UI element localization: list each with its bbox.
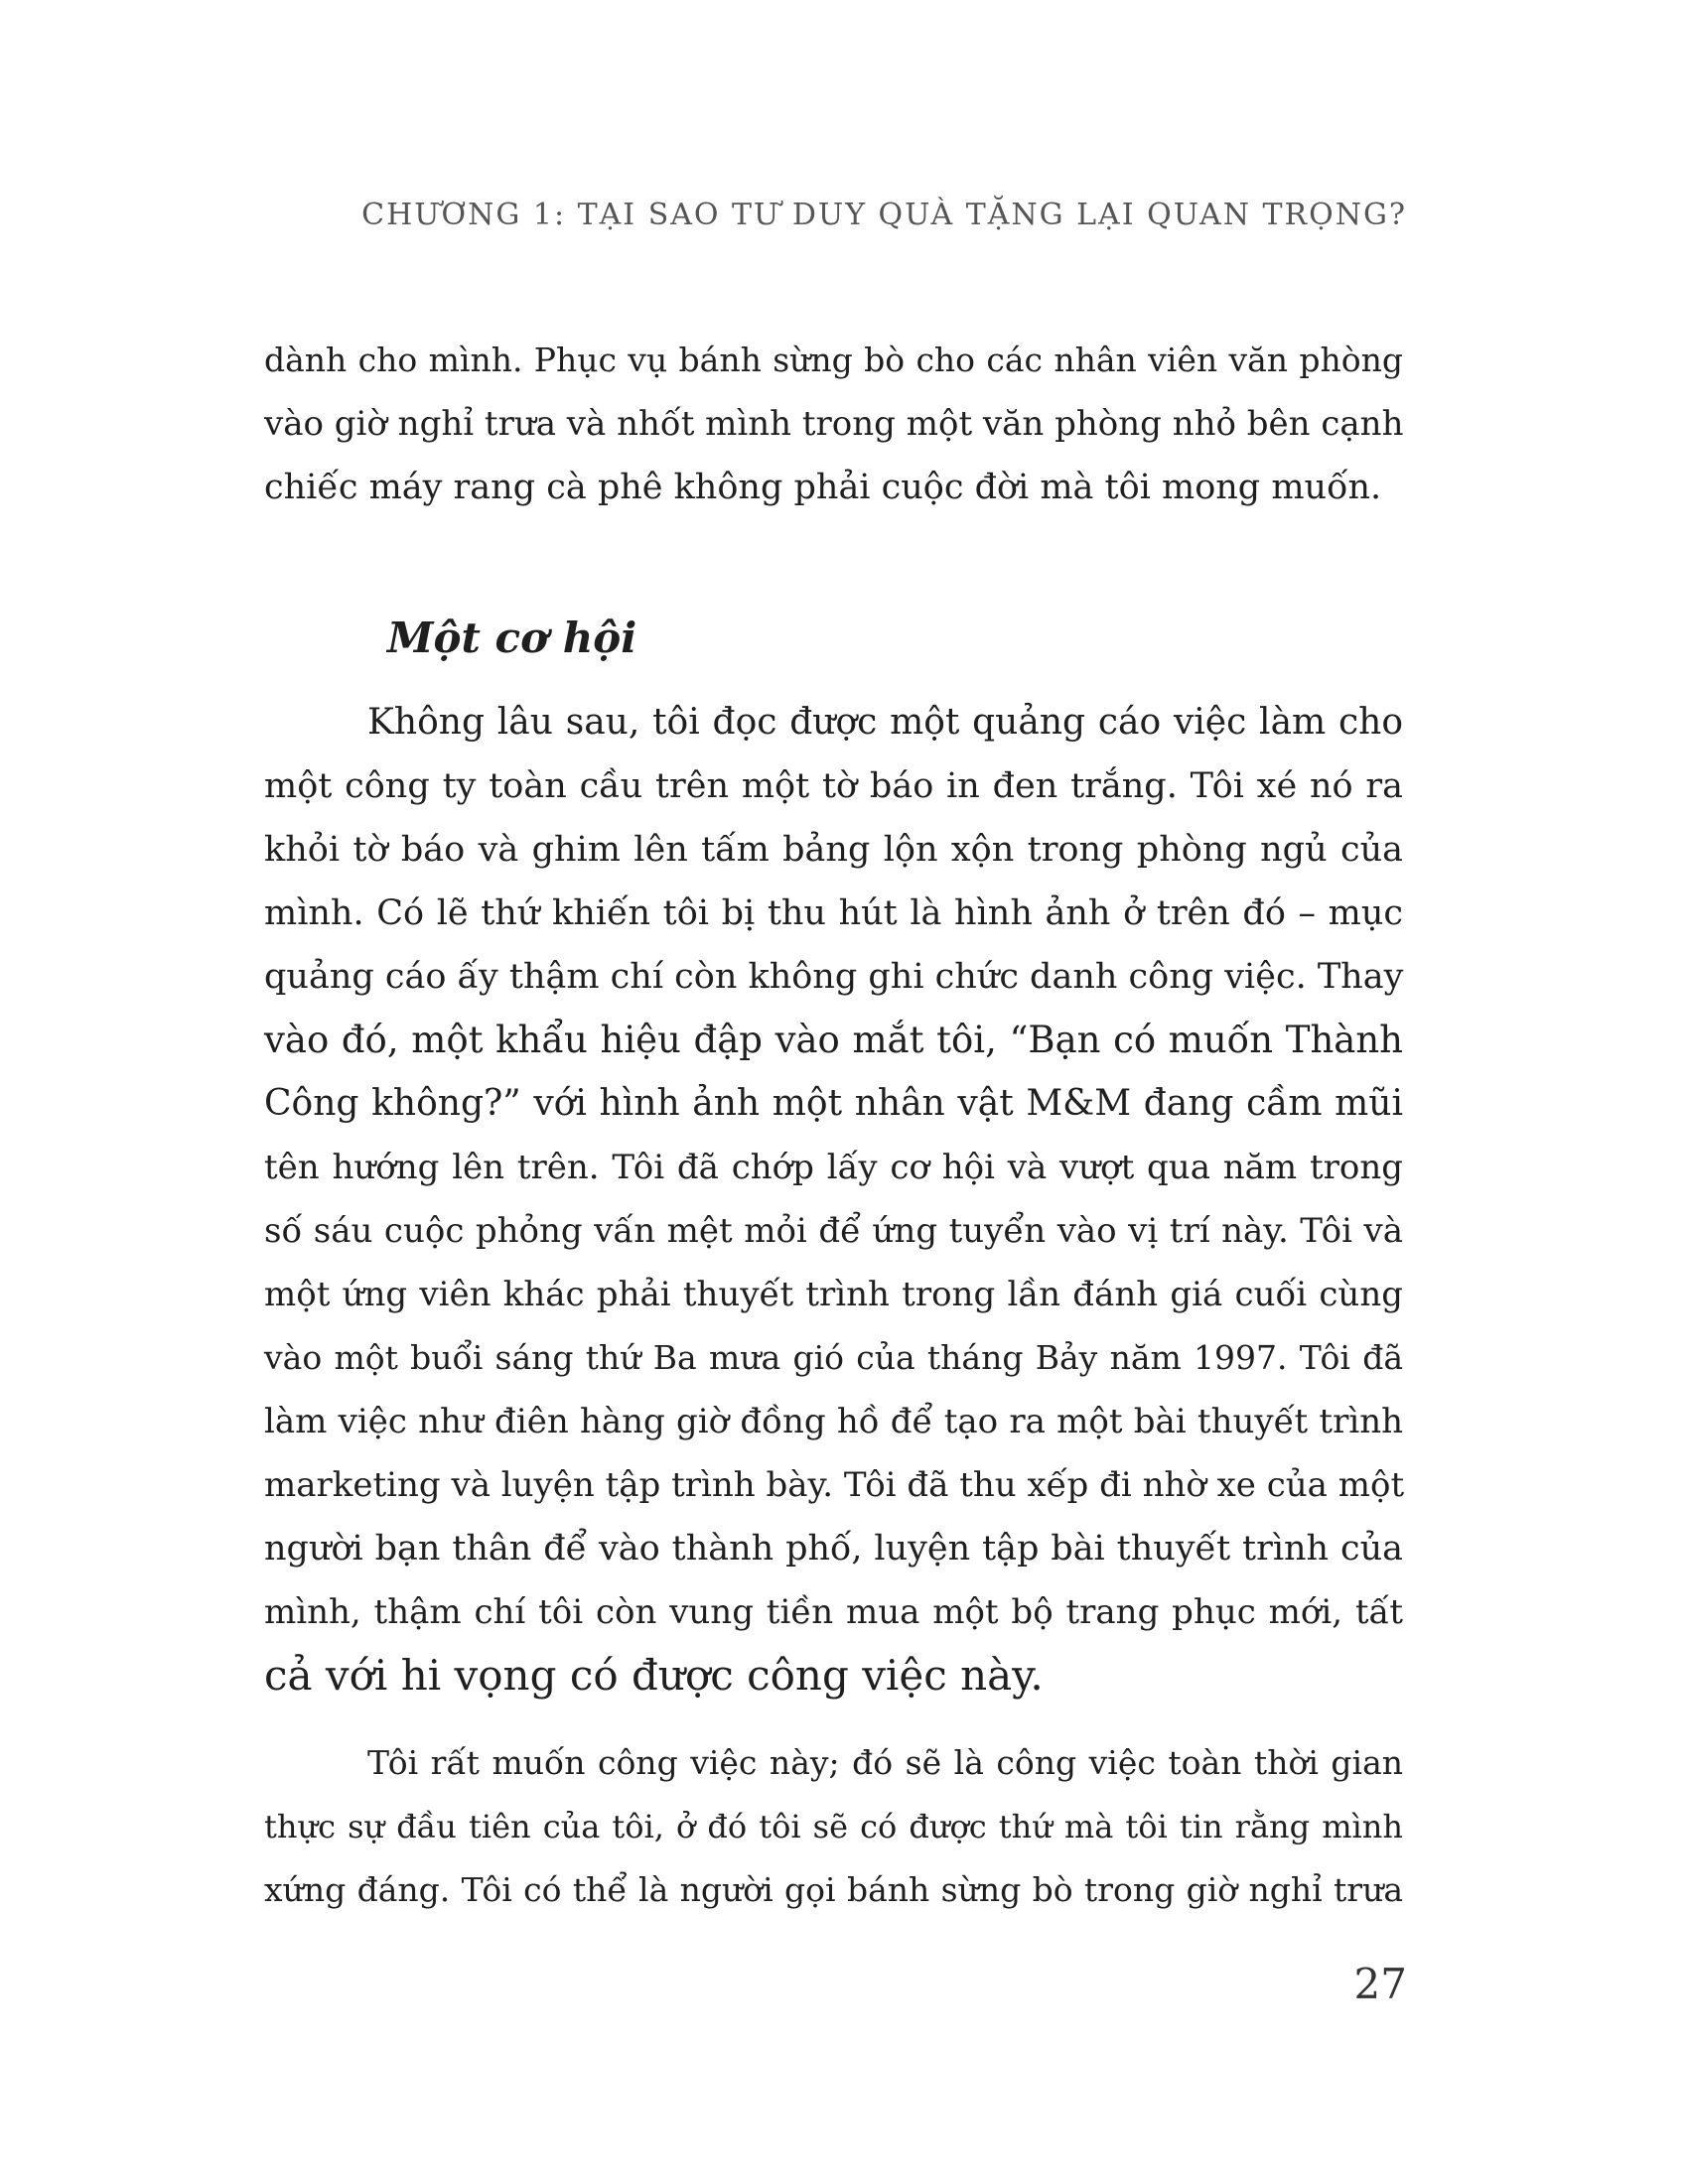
text-line: thực sự đầu tiên của tôi, ở đó tôi sẽ có được thứ mà tôi tin rằng mình bbox=[264, 1808, 1403, 1845]
text-line: Tôi rất muốn công việc này; đó sẽ là công việc toàn thời gian bbox=[367, 1743, 1403, 1782]
text-line: khỏi tờ báo và ghim lên tấm bảng lộn xộn trong phòng ngủ của bbox=[264, 830, 1403, 870]
text-line: quảng cáo ấy thậm chí còn không ghi chức danh công việc. Thay bbox=[264, 957, 1404, 997]
text-line: vào một buổi sáng thứ Ba mưa gió của tháng Bảy năm 1997. Tôi đã bbox=[264, 1338, 1403, 1377]
text-line: dành cho mình. Phục vụ bánh sừng bò cho các nhân viên văn phòng bbox=[264, 341, 1403, 379]
text-line: mình, thậm chí tôi còn vung tiền mua một bộ trang phục mới, tất bbox=[264, 1592, 1403, 1632]
page-number: 27 bbox=[1353, 1960, 1407, 2008]
text-line: số sáu cuộc phỏng vấn mệt mỏi để ứng tuyển vào vị trí này. Tôi và bbox=[264, 1211, 1403, 1251]
section-heading: Một cơ hội bbox=[387, 614, 637, 662]
text-line: làm việc như điên hàng giờ đồng hồ để tạo ra một bài thuyết trình bbox=[264, 1402, 1403, 1441]
text-line: tên hướng lên trên. Tôi đã chớp lấy cơ hội và vượt qua năm trong bbox=[264, 1148, 1403, 1187]
text-line: người bạn thân để vào thành phố, luyện tập bài thuyết trình của bbox=[264, 1529, 1403, 1569]
text-line: chiếc máy rang cà phê không phải cuộc đời mà tôi mong muốn. bbox=[264, 468, 1382, 507]
text-line: một ứng viên khác phải thuyết trình trong lần đánh giá cuối cùng bbox=[264, 1275, 1403, 1314]
running-head: CHƯƠNG 1: TẠI SAO TƯ DUY QUÀ TẶNG LẠI QUAN TRỌNG? bbox=[361, 198, 1407, 232]
text-line: Công không?” với hình ảnh một nhân vật M&M đang cầm mũi bbox=[264, 1083, 1403, 1124]
text-line: cả với hi vọng có được công việc này. bbox=[264, 1651, 1044, 1700]
text-line: marketing và luyện tập trình bày. Tôi đã thu xếp đi nhờ xe của một bbox=[264, 1465, 1405, 1505]
text-line: Không lâu sau, tôi đọc được một quảng cáo việc làm cho bbox=[367, 702, 1403, 743]
text-line: một công ty toàn cầu trên một tờ báo in đen trắng. Tôi xé nó ra bbox=[264, 766, 1403, 806]
text-line: xứng đáng. Tôi có thể là người gọi bánh sừng bò trong giờ nghỉ trưa bbox=[264, 1870, 1403, 1909]
text-line: vào giờ nghỉ trưa và nhốt mình trong một văn phòng nhỏ bên cạnh bbox=[264, 404, 1404, 444]
text-line: vào đó, một khẩu hiệu đập vào mắt tôi, “Bạn có muốn Thành bbox=[264, 1019, 1403, 1061]
text-line: mình. Có lẽ thứ khiến tôi bị thu hút là hình ảnh ở trên đó – mục bbox=[264, 893, 1403, 933]
